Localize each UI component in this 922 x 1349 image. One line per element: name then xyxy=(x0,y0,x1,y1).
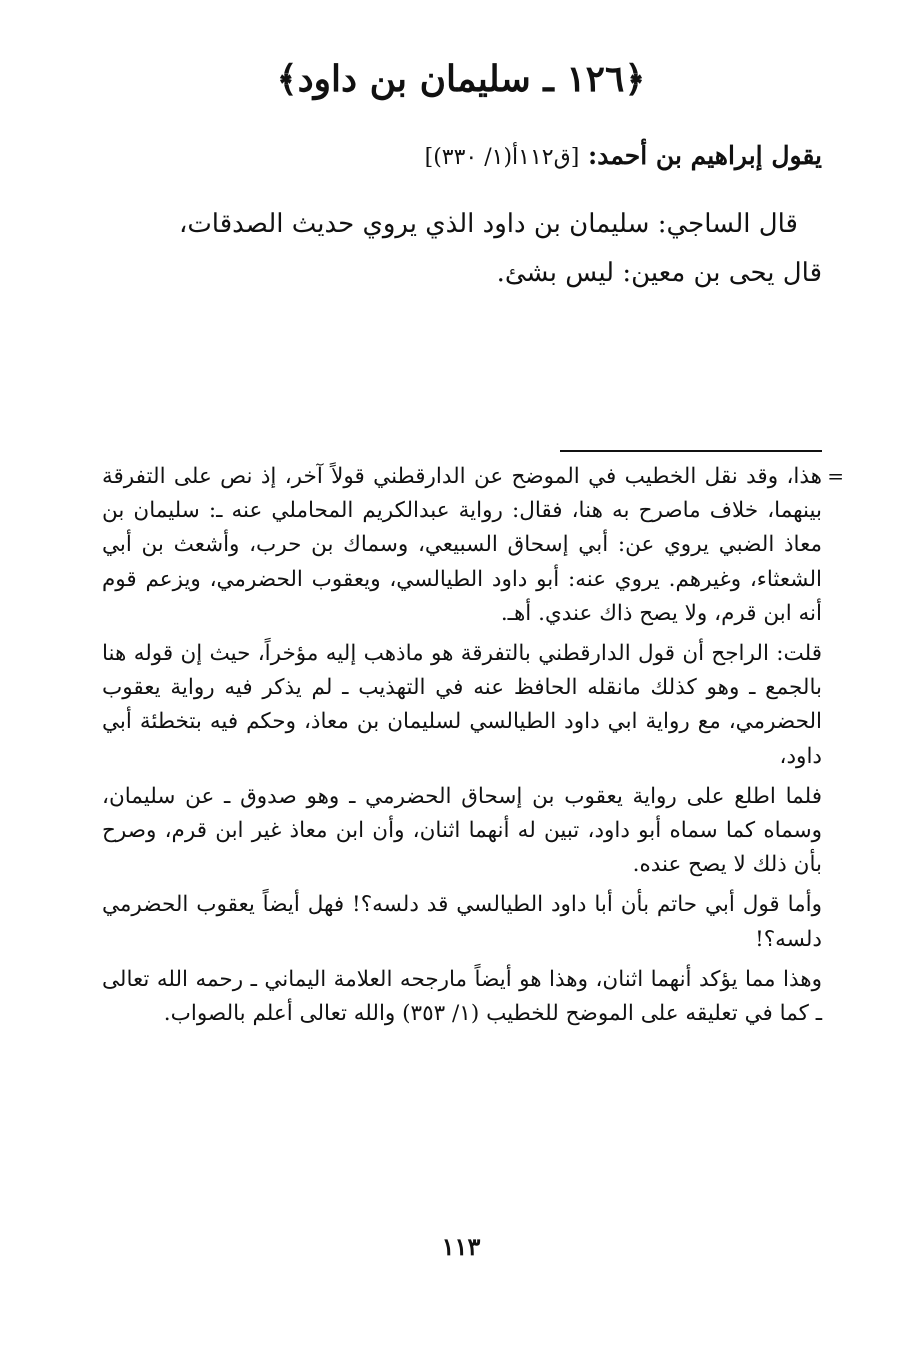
entry-subheading xyxy=(102,141,822,170)
footnote-separator xyxy=(560,450,822,452)
footnotes xyxy=(102,460,822,1037)
body-line: قال يحى بن معين: ليس بشئ. xyxy=(496,258,822,288)
manuscript-reference: [ق١١٢أ(١/ ٣٣٠)] xyxy=(424,145,580,170)
footnote-paragraph: وهذا مما يؤكد أنهما اثنان، وهذا هو أيضاً مارجحه العلامة اليماني ـ رحمه الله تعالى ـ كما في تعليقه على الموضح للخطيب (١/ ٣٥٣) والله تعالى أعلم بالصواب. xyxy=(102,966,822,1027)
body-line: قال الساجي: سليمان بن داود الذي يروي حديث الصدقات، xyxy=(178,209,798,239)
footnote-paragraph: هذا، وقد نقل الخطيب في الموضح عن الدارقطني قولاً آخر، إذ نص على التفرقة بينهما، خلاف ماصرح به هنا، فقال: رواية عبدالكريم المحاملي عنه ـ: سليمان بن معاذ الضبي يروي عن: أبي إسحاق السبيعي، وسماك بن حرب، وأشعث بن أبي الشعثاء، وغيرهم. يروي عنه: أبو داود الطيالسي، ويعقوب الحضرمي، ويزعم قوم أنه ابن قرم، ولا يصح ذاك عندي. أهـ. xyxy=(102,464,822,626)
subheading-label: يقول إبراهيم بن أحمد: xyxy=(588,141,822,170)
footnote-continuation-marker: = xyxy=(827,464,844,488)
footnote-paragraph: قلت: الراجح أن قول الدارقطني بالتفرقة هو ماذهب إليه مؤخراً، حيث إن قوله هنا بالجمع ـ وهو كذلك مانقله الحافظ عنه في التهذيب ـ لم يذكر فيه رواية يعقوب الحضرمي، مع رواية ابي داود الطيالسي لسليمان بن معاذ، وحكم فيه بتخطئة أبي داود، xyxy=(102,641,822,769)
page-number: ١١٣ xyxy=(441,1232,481,1261)
footnote-paragraph: فلما اطلع على رواية يعقوب بن إسحاق الحضرمي ـ وهو صدوق ـ عن سليمان، وسماه كما سماه أبو داود، تبين له أنهما اثنان، وأن ابن معاذ غير ابن قرم، وصرح بأن ذلك لا يصح عنده. xyxy=(102,783,822,878)
entry-body xyxy=(102,200,822,298)
entry-title: ﴿١٢٦ ـ سليمان بن داود﴾ xyxy=(276,58,646,100)
footnote-paragraph: وأما قول أبي حاتم بأن أبا داود الطيالسي قد دلسه؟! فهل أيضاً يعقوب الحضرمي دلسه؟! xyxy=(102,892,822,952)
